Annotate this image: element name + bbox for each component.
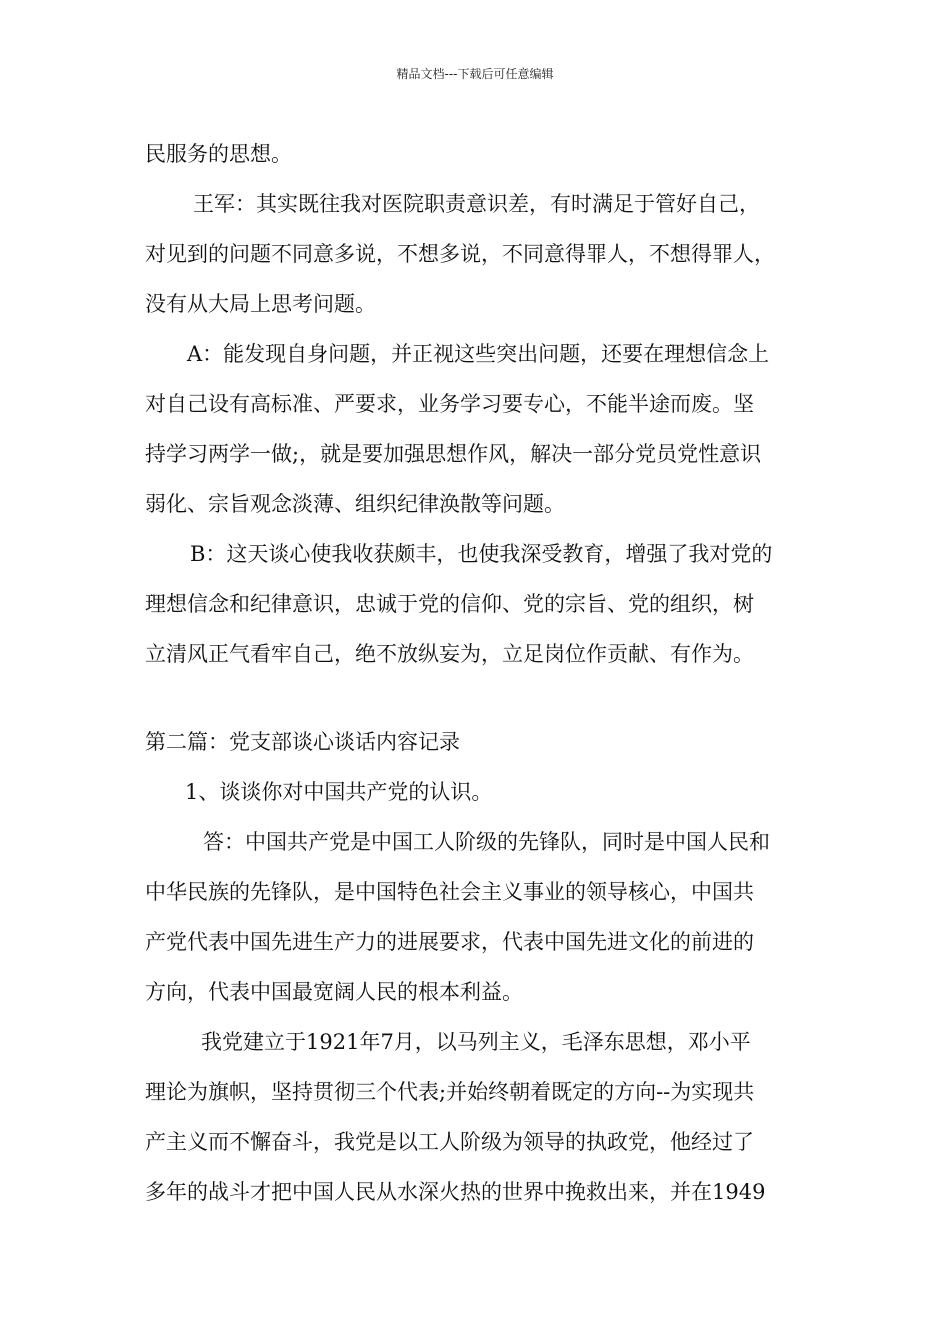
text-line: 产主义而不懈奋斗，我党是以工人阶级为领导的执政党，他经过了 (145, 1130, 754, 1154)
text-line: 对见到的问题不同意多说，不想多说，不同意得罪人，不想得罪人， (145, 242, 775, 266)
text-line: 我党建立于1921年7月，以马列主义，毛泽东思想，邓小平 (201, 1030, 751, 1054)
text-line: 产党代表中国先进生产力的进展要求，代表中国先进文化的前进的 (145, 930, 754, 954)
text-line: 没有从大局上思考问题。 (145, 292, 376, 316)
text-line: 中华民族的先锋队，是中国特色社会主义事业的领导核心，中国共 (145, 880, 754, 904)
text-line: 对自己设有高标准、严要求，业务学习要专心，不能半途而废。坚 (145, 392, 754, 416)
text-line: 立清风正气看牢自己，绝不放纵妄为，立足岗位作贡献、有作为。 (145, 642, 754, 666)
text-line: 民服务的思想。 (145, 142, 292, 166)
text-line: 理论为旗帜，坚持贯彻三个代表;并始终朝着既定的方向--为实现共 (145, 1080, 755, 1104)
page-header: 精品文档---下载后可任意编辑 (396, 67, 554, 81)
question-line: 1、谈谈你对中国共产党的认识。 (185, 780, 493, 804)
text-line: 弱化、宗旨观念淡薄、组织纪律涣散等问题。 (145, 492, 565, 516)
text-line: 多年的战斗才把中国人民从水深火热的世界中挽救出来，并在1949 (145, 1180, 766, 1204)
paragraph-gap (145, 679, 817, 717)
text-line: 持学习两学一做;，就是要加强思想作风，解决一部分党员党性意识 (145, 442, 762, 466)
text-line: A：能发现自身问题，并正视这些突出问题，还要在理想信念上 (187, 342, 770, 366)
document-body (145, 129, 817, 1217)
text-line: B：这天谈心使我收获颇丰，也使我深受教育，增强了我对党的 (190, 542, 773, 566)
text-line: 王军：其实既往我对医院职责意识差，有时满足于管好自己， (193, 192, 760, 216)
section-title: 第二篇：党支部谈心谈话内容记录 (145, 730, 460, 754)
text-line: 方向，代表中国最宽阔人民的根本利益。 (145, 980, 523, 1004)
text-line: 理想信念和纪律意识，忠诚于党的信仰、党的宗旨、党的组织，树 (145, 592, 754, 616)
text-line: 答：中国共产党是中国工人阶级的先锋队，同时是中国人民和 (203, 830, 770, 854)
